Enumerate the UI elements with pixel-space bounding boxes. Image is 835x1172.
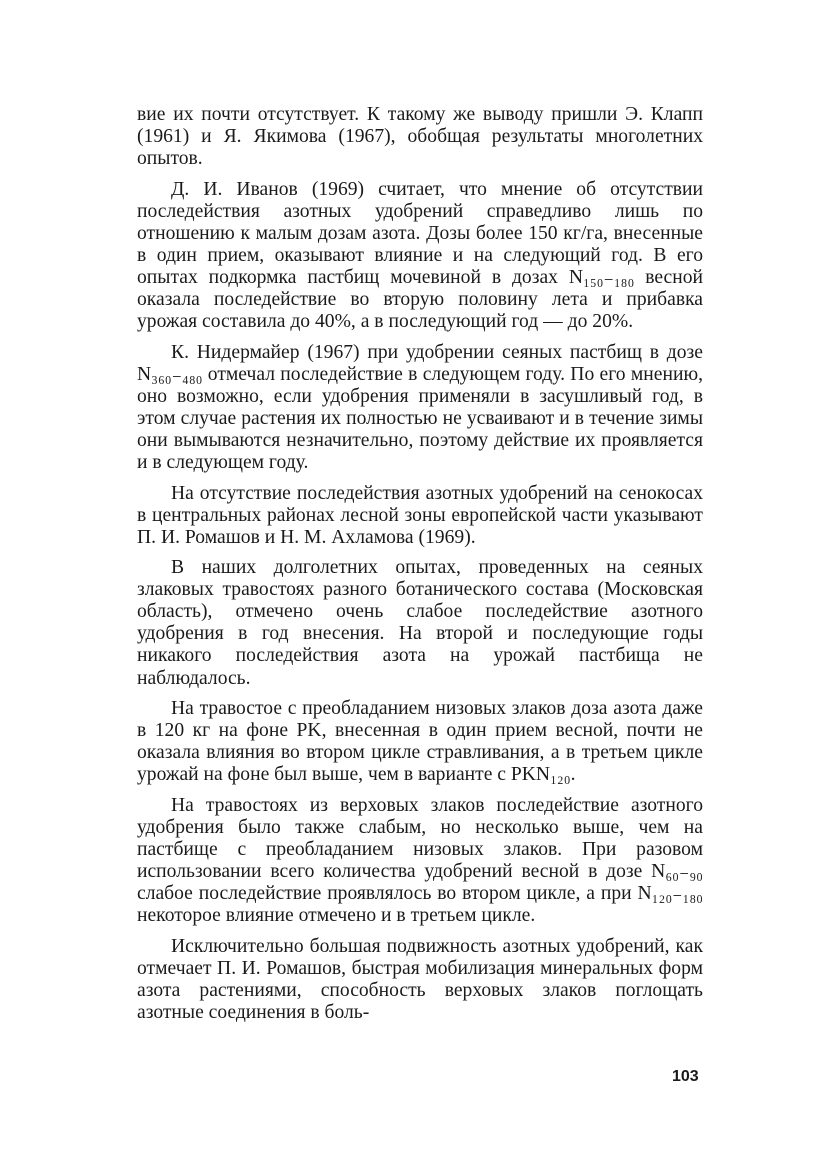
paragraph-4: На отсутствие последействия азотных удобрений на сенокосах в центральных районах лесной зоны европейской части указывают П. И. Ромашов и Н. М. Ахламова (1969). — [137, 482, 703, 548]
paragraph-5: В наших долголетних опытах, проведенных на сеяных злаковых травостоях разного ботанического состава (Московская область), отмечено очень слабое последействие азотного удобрения в год внесения. На второй и последующие годы никакого последействия азота на урожай пастбища не наблюдалось. — [137, 557, 703, 689]
paragraph-2: Д. И. Иванов (1969) считает, что мнение об отсутствии последействия азотных удобрений справедливо лишь по отношению к малым дозам азота. Дозы более 150 кг/га, внесенные в один прием, оказывают влияние и на следующий год. В его опытах подкормка пастбищ мочевиной в дозах N₁₅₀₋₁₈₀ весной оказала последействие во вторую половину лета и прибавка урожая составила до 40%, а в последующий год — до 20%. — [137, 178, 703, 333]
paragraph-3: К. Нидермайер (1967) при удобрении сеяных пастбищ в дозе N₃₆₀₋₄₈₀ отмечал последействие в следующем году. По его мнению, оно возможно, если удобрения применяли в засушливый год, в этом случае растения их полностью не усваивают и в течение зимы они вымываются незначительно, поэтому действие их проявляется и в следующем году. — [137, 341, 703, 473]
paragraph-6: На травостое с преобладанием низовых злаков доза азота даже в 120 кг на фоне PK, внесенная в один прием весной, почти не оказала влияния во втором цикле стравливания, а в третьем цикле урожай на фоне был выше, чем в варианте с PKN₁₂₀. — [137, 698, 703, 786]
paragraph-8: Исключительно большая подвижность азотных удобрений, как отмечает П. И. Ромашов, быстрая мобилизация минеральных форм азота растениями, способность верховых злаков поглощать азотные соединения в боль- — [137, 935, 703, 1023]
paragraph-1: вие их почти отсутствует. К такому же выводу пришли Э. Клапп (1961) и Я. Якимова (1967), обобщая результаты многолетних опытов. — [137, 104, 703, 170]
paragraph-7: На травостоях из верховых злаков последействие азотного удобрения было также слабым, но несколько выше, чем на пастбище с преобладанием низовых злаков. При разовом использовании всего количества удобрений весной в дозе N₆₀₋₉₀ слабое последействие проявлялось во втором цикле, а при N₁₂₀₋₁₈₀ некоторое влияние отмечено и в третьем цикле. — [137, 794, 703, 927]
page-number: 103 — [672, 1068, 699, 1085]
page-text-body — [137, 104, 703, 1033]
